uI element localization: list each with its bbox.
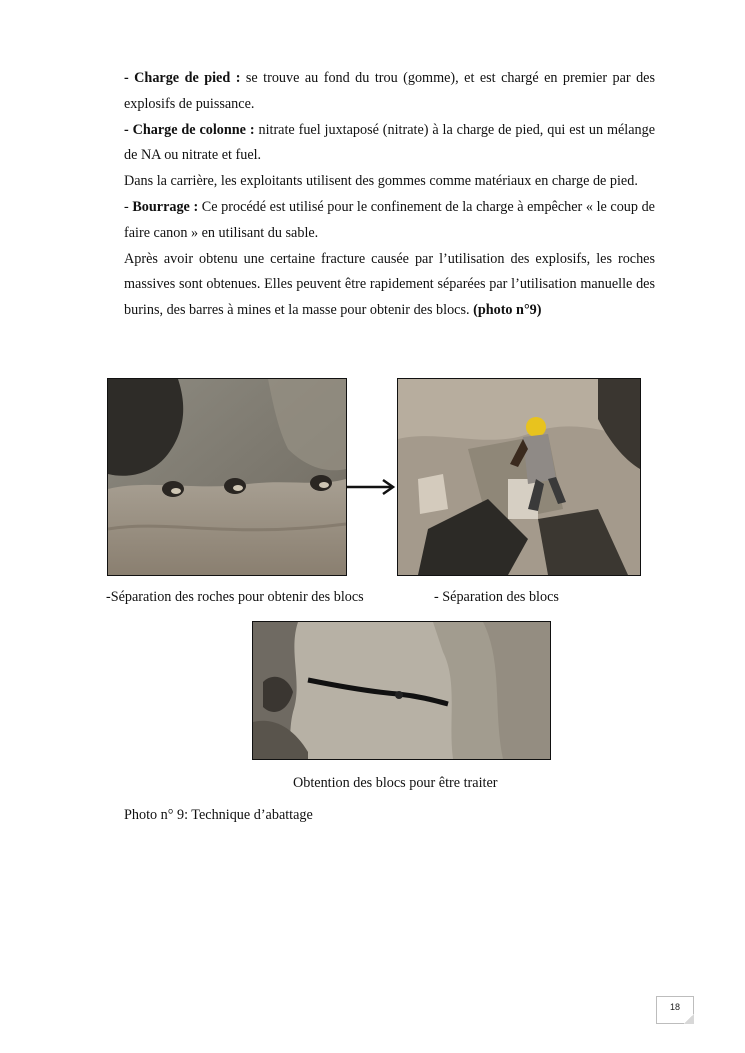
caption-bottom: Obtention des blocs pour être traiter [293,775,498,791]
caption-left: -Séparation des roches pour obtenir des blocs [106,589,364,605]
body-text [124,66,655,324]
paragraph-carriere: Dans la carrière, les exploitants utilisent des gommes comme matériaux en charge de pied. [124,173,638,190]
paragraph-charge-de-pied: - Charge de pied : se trouve au fond du trou (gomme), et est chargé en premier par des explosifs de puissance. [124,70,655,112]
paragraph-fracture: Après avoir obtenu une certaine fracture causée par l’utilisation des explosifs, les roches massives sont obtenues. Elles peuvent être rapidement séparées par l’utilisation manuelle des burins, des barres à mines et la masse pour obtenir des blocs. (photo n°9) [124,250,655,319]
block-crack-image [253,622,550,759]
paragraph-bourrage: - Bourrage : Ce procédé est utilisé pour le confinement de la charge à empêcher « le coup de faire canon » en utilisant du sable. [124,198,655,241]
photo-block-crack [252,621,551,760]
arrow-right-icon [345,477,397,497]
page-number-box [656,996,694,1024]
caption-right: - Séparation des blocs [434,589,559,605]
page-fold-corner [684,1014,694,1024]
photo-rock-drill-holes [107,378,347,576]
page-number: 18 [669,1002,680,1012]
paragraph-charge-de-colonne: - Charge de colonne : nitrate fuel juxtaposé (nitrate) à la charge de pied, qui est un mélange de NA ou nitrate et fuel. [124,121,655,164]
photo-worker-separating-blocks [397,378,641,576]
worker-blocks-image [398,379,640,575]
photo-title: Photo n° 9: Technique d’abattage [124,807,313,823]
rock-drill-holes-image [108,379,346,575]
